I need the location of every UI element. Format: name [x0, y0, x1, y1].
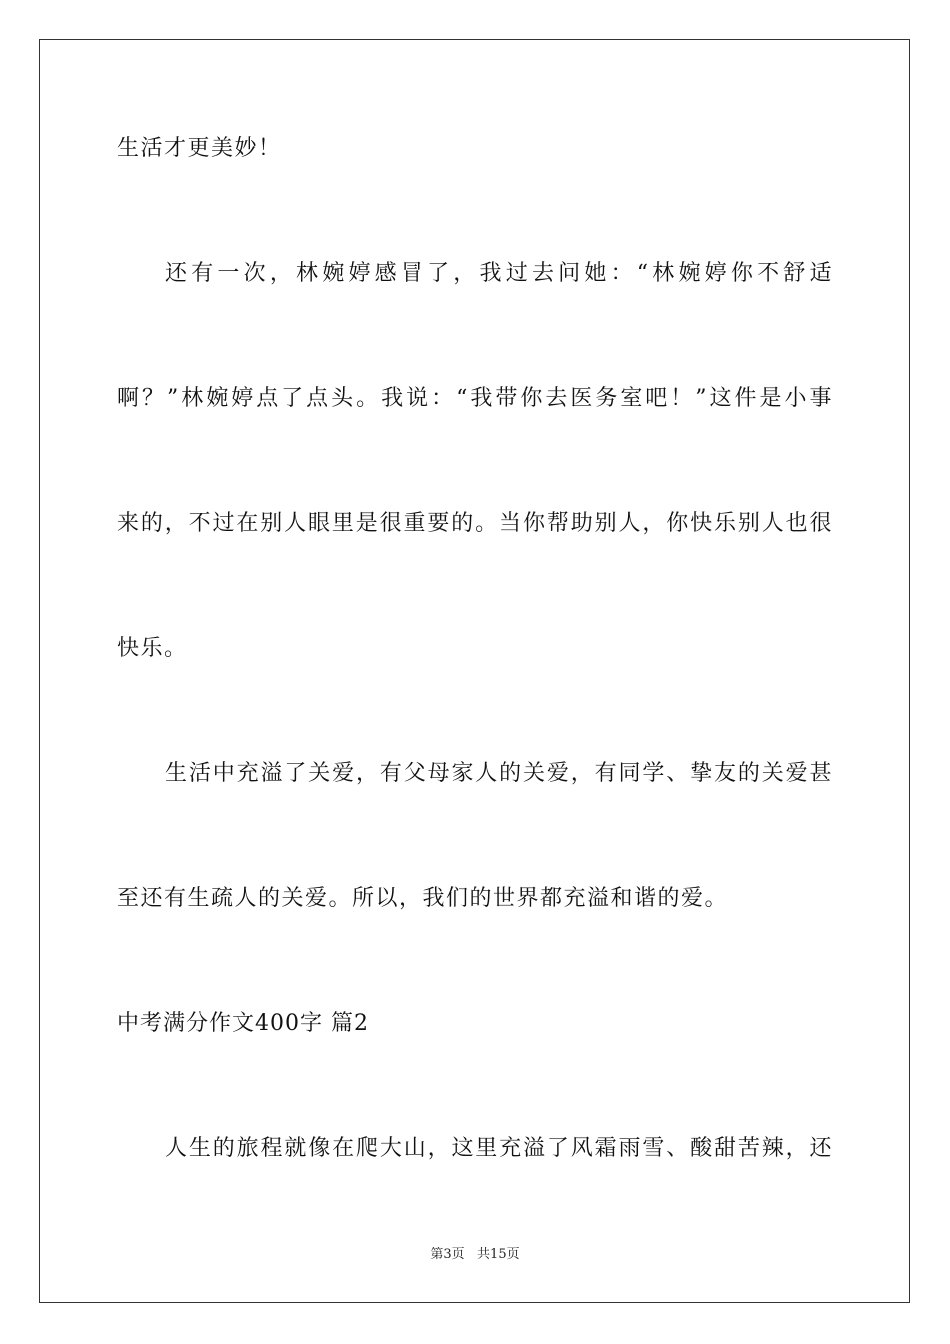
page-number-footer: 第3页 共15页: [430, 1247, 520, 1262]
paragraph-line: 还有一次，林婉婷感冒了，我过去问她：“林婉婷你不舒适: [165, 261, 833, 286]
paragraph-line: 人生的旅程就像在爬大山，这里充溢了风霜雨雪、酸甜苦辣，还: [165, 1136, 833, 1161]
paragraph-line: 生活才更美妙！: [117, 136, 282, 161]
paragraph-line: 啊？”林婉婷点了点头。我说：“我带你去医务室吧！”这件是小事: [117, 386, 833, 411]
paragraph-line: 来的，不过在别人眼里是很重要的。当你帮助别人，你快乐别人也很: [117, 511, 833, 536]
paragraph-line: 生活中充溢了关爱，有父母家人的关爱，有同学、挚友的关爱甚: [165, 761, 833, 786]
section-heading: 中考满分作文400字 篇2: [117, 1011, 369, 1036]
paragraph-line: 快乐。: [117, 636, 188, 661]
page-border: [39, 39, 910, 1303]
paragraph-line: 至还有生疏人的关爱。所以，我们的世界都充溢和谐的爱。: [117, 886, 729, 911]
